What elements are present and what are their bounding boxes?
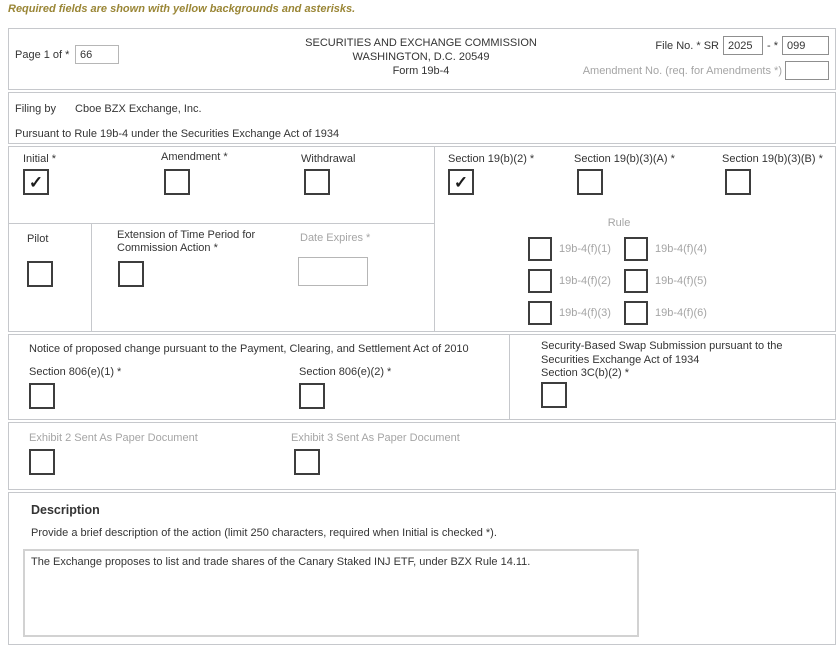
file-no-label: File No. * SR	[655, 39, 719, 52]
rule-f2-checkbox[interactable]	[528, 269, 552, 293]
section-19b2-checkbox[interactable]: ✓	[448, 169, 474, 195]
rule-f2-label: 19b-4(f)(2)	[559, 275, 611, 287]
pilot-label: Pilot	[27, 233, 49, 245]
extension-checkbox[interactable]	[118, 261, 144, 287]
rule-f3-checkbox[interactable]	[528, 301, 552, 325]
section-19b2-label: Section 19(b)(2) *	[448, 153, 535, 165]
page-count-label: Page 1 of *	[15, 49, 70, 61]
section-19b3a-checkbox[interactable]	[577, 169, 603, 195]
exhibit2-checkbox[interactable]	[29, 449, 55, 475]
initial-label: Initial *	[23, 153, 57, 165]
withdrawal-checkbox[interactable]	[304, 169, 330, 195]
rule-f5-label: 19b-4(f)(5)	[655, 275, 707, 287]
filing-by-label: Filing by	[15, 103, 56, 115]
rule-f4-label: 19b-4(f)(4)	[655, 243, 707, 255]
description-title: Description	[31, 503, 100, 517]
exhibit3-label: Exhibit 3 Sent As Paper Document	[291, 432, 460, 444]
rule-f4-checkbox[interactable]	[624, 237, 648, 261]
file-no-number-input[interactable]	[782, 36, 829, 55]
section-19b3a-label: Section 19(b)(3)(A) *	[574, 153, 675, 165]
description-section	[8, 492, 836, 645]
required-fields-note: Required fields are shown with yellow backgrounds and asterisks.	[8, 3, 356, 15]
section-3cb2-label: Section 3C(b)(2) *	[541, 367, 630, 379]
swap-title-line2: Securities Exchange Act of 1934	[541, 353, 700, 366]
section-19b3b-label: Section 19(b)(3)(B) *	[722, 153, 823, 165]
section-806e1-label: Section 806(e)(1) *	[29, 366, 122, 378]
section-806e2-label: Section 806(e)(2) *	[299, 366, 392, 378]
pilot-checkbox[interactable]	[27, 261, 53, 287]
rule-f5-checkbox[interactable]	[624, 269, 648, 293]
page-count-input[interactable]	[75, 45, 119, 64]
agency-line1: SECURITIES AND EXCHANGE COMMISSION	[305, 37, 537, 49]
amendment-no-label: Amendment No. (req. for Amendments *)	[582, 64, 782, 77]
swap-title-line1: Security-Based Swap Submission pursuant to the	[541, 340, 783, 352]
notice-section	[8, 334, 836, 420]
form-number: Form 19b-4	[392, 65, 450, 77]
rule-option-f3	[528, 301, 611, 325]
pursuant-text: Pursuant to Rule 19b-4 under the Securities Exchange Act of 1934	[15, 128, 340, 140]
extension-label: Extension of Time Period for Commission Action *	[117, 229, 256, 254]
notice-title: Notice of proposed change pursuant to the Payment, Clearing, and Settlement Act of 2010	[29, 343, 469, 355]
agency-title-block	[256, 36, 586, 78]
section-3cb2-checkbox[interactable]	[541, 382, 567, 408]
date-expires-input[interactable]	[298, 257, 368, 286]
rule-f1-checkbox[interactable]	[528, 237, 552, 261]
exhibit3-checkbox[interactable]	[294, 449, 320, 475]
rule-f3-label: 19b-4(f)(3)	[559, 307, 611, 319]
description-instruction: Provide a brief description of the action (limit 250 characters, required when Initial is checked *).	[31, 527, 497, 539]
file-number-row	[655, 36, 829, 55]
rule-f1-label: 19b-4(f)(1)	[559, 243, 611, 255]
amendment-checkbox[interactable]	[164, 169, 190, 195]
initial-checkbox[interactable]: ✓	[23, 169, 49, 195]
rule-f6-label: 19b-4(f)(6)	[655, 307, 707, 319]
section-19b3b-checkbox[interactable]	[725, 169, 751, 195]
horizontal-divider	[9, 223, 434, 224]
description-textarea[interactable]	[23, 549, 639, 637]
amendment-label: Amendment *	[161, 151, 228, 163]
rule-option-f1	[528, 237, 611, 261]
agency-line2: WASHINGTON, D.C. 20549	[352, 51, 490, 63]
exhibit2-label: Exhibit 2 Sent As Paper Document	[29, 432, 198, 444]
file-no-separator: - *	[767, 39, 778, 52]
section-806e1-checkbox[interactable]	[29, 383, 55, 409]
file-no-year-input[interactable]	[723, 36, 763, 55]
header-section	[8, 28, 836, 90]
rule-option-f5	[624, 269, 707, 293]
vertical-divider	[509, 335, 510, 419]
rule-group-label: Rule	[607, 217, 631, 229]
amendment-no-row	[583, 61, 829, 80]
date-expires-label: Date Expires *	[300, 232, 371, 244]
filing-type-section	[8, 146, 836, 332]
amendment-no-input[interactable]	[785, 61, 829, 80]
withdrawal-label: Withdrawal	[301, 153, 356, 165]
rule-option-f4	[624, 237, 707, 261]
filing-by-value: Cboe BZX Exchange, Inc.	[75, 103, 202, 115]
rule-option-f6	[624, 301, 707, 325]
section-806e2-checkbox[interactable]	[299, 383, 325, 409]
filing-by-section	[8, 92, 836, 144]
rule-option-f2	[528, 269, 611, 293]
vertical-divider	[434, 147, 435, 331]
swap-title-block	[541, 340, 825, 381]
exhibit-section	[8, 422, 836, 490]
vertical-divider	[91, 224, 92, 331]
rule-f6-checkbox[interactable]	[624, 301, 648, 325]
